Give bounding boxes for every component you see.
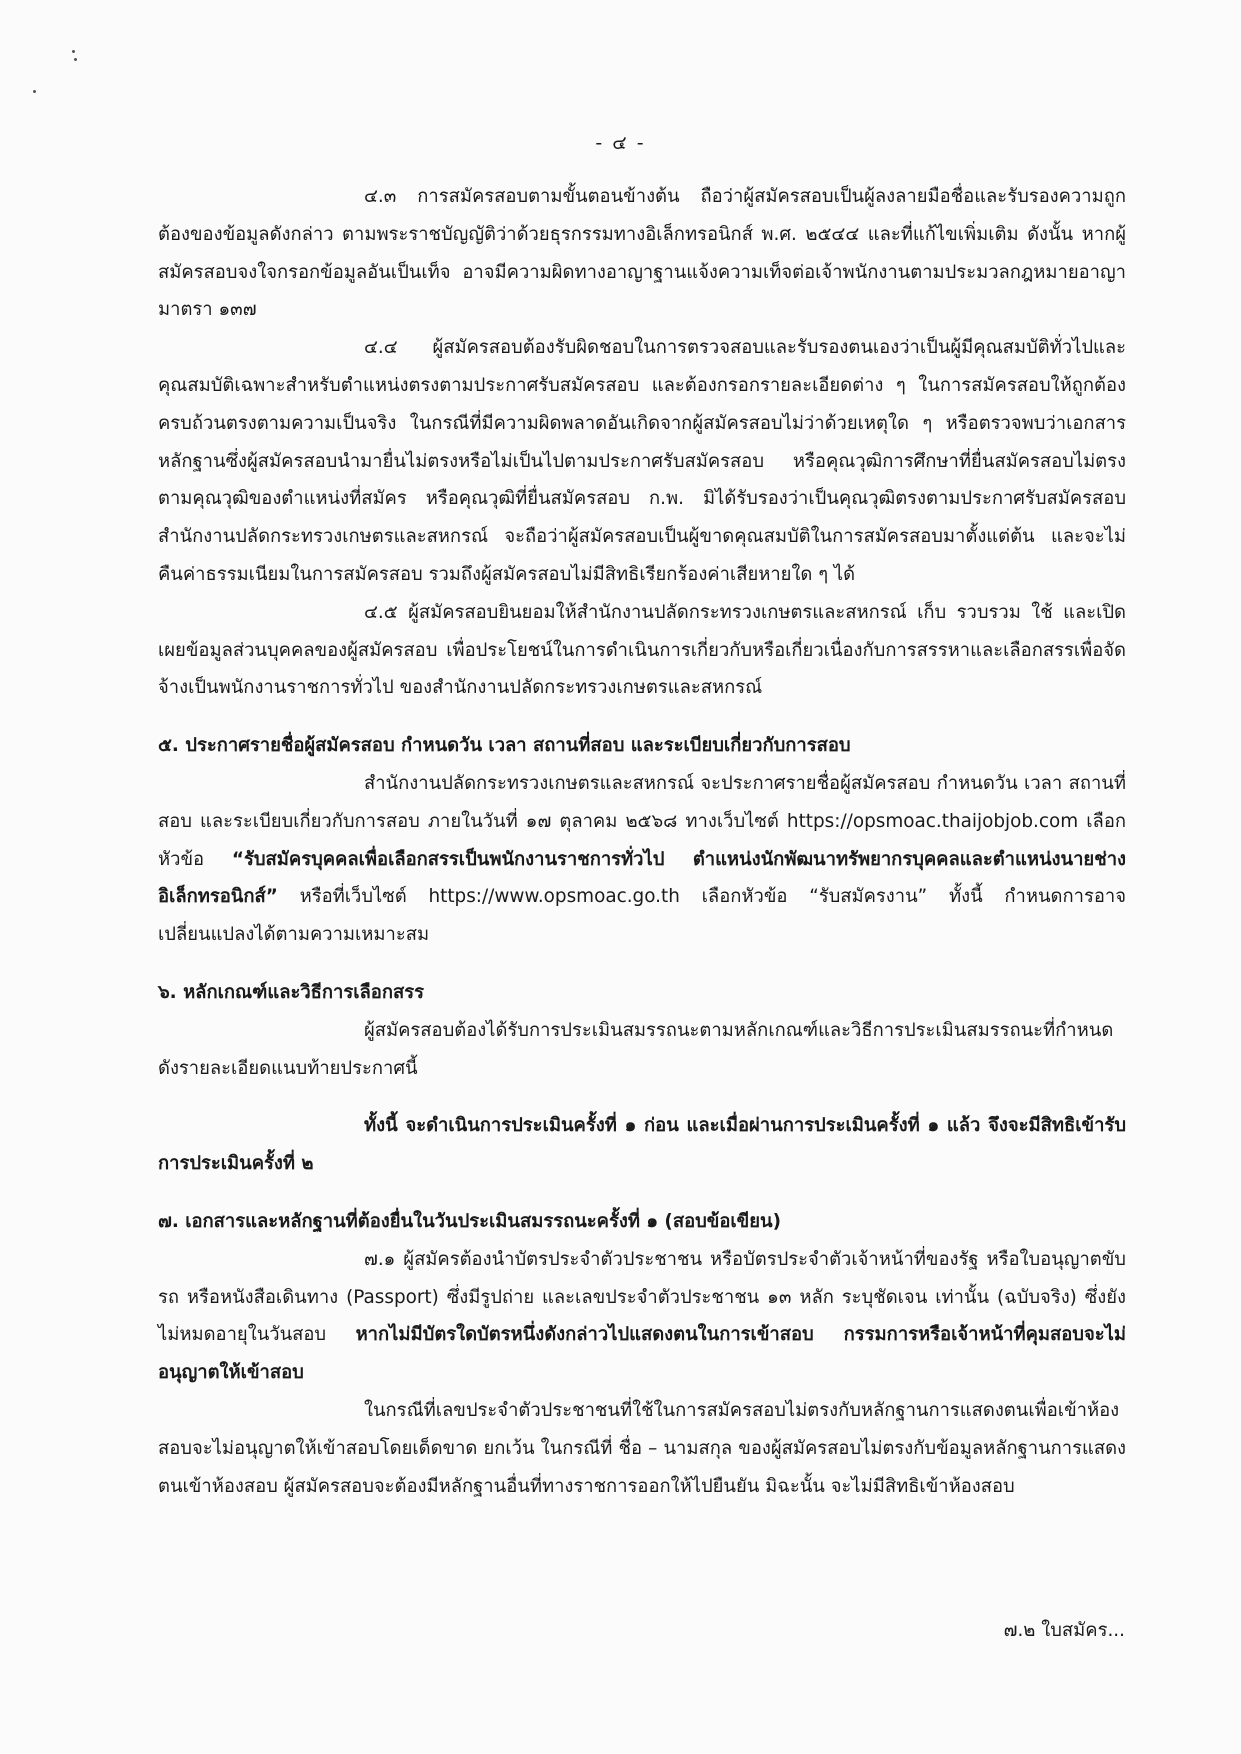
document-body <box>158 178 1126 1505</box>
paragraph-4-5: ๔.๕ ผู้สมัครสอบยินยอมให้สำนักงานปลัดกระทรวงเกษตรและสหกรณ์ เก็บ รวบรวม ใช้ และเปิดเผยข้อมูลส่วนบุคคลของผู้สมัครสอบ เพื่อประโยชน์ในการดำเนินการเกี่ยวกับหรือเกี่ยวเนื่องกับการสรรหาและเลือกสรรเพื่อจัดจ้างเป็นพนักงานราชการทั่วไป ของสำนักงานปลัดกระทรวงเกษตรและสหกรณ์ <box>158 601 1126 699</box>
paragraph-7-1 <box>158 1241 1126 1392</box>
section-7-heading: ๗. เอกสารและหลักฐานที่ต้องยื่นในวันประเมินสมรรถนะครั้งที่ ๑ (สอบข้อเขียน) <box>158 1210 782 1232</box>
paragraph-4-3: ๔.๓ การสมัครสอบตามขั้นตอนข้างต้น ถือว่าผู้สมัครสอบเป็นผู้ลงลายมือชื่อและรับรองความถูกต้องของข้อมูลดังกล่าว ตามพระราชบัญญัติว่าด้วยธุรกรรมทางอิเล็กทรอนิกส์ พ.ศ. ๒๕๔๔ และที่แก้ไขเพิ่มเติม ดังนั้น หากผู้สมัครสอบจงใจกรอกข้อมูลอันเป็นเท็จ อาจมีความผิดทางอาญาฐานแจ้งความเท็จต่อเจ้าพนักงานตามประมวลกฎหมายอาญา มาตรา ๑๓๗ <box>158 186 1126 321</box>
scan-speck <box>72 50 75 53</box>
paragraph-7-1-text: ๗.๑ ผู้สมัครต้องนำบัตรประจำตัวประชาชน หรือบัตรประจำตัวเจ้าหน้าที่ของรัฐ หรือใบอนุญาตขับรถ หรือหนังสือเดินทาง (Passport) ซึ่งมีรูปถ่าย และเลขประจำตัวประชาชน ๑๓ หลัก ระบุชัดเจน เท่านั้น (ฉบับจริง) ซึ่งยังไม่หมดอายุในวันสอบ <box>158 1248 1126 1346</box>
section-6-bold-paragraph: ทั้งนี้ จะดำเนินการประเมินครั้งที่ ๑ ก่อน และเมื่อผ่านการประเมินครั้งที่ ๑ แล้ว จึงจะมีสิทธิเข้ารับการประเมินครั้งที่ ๒ <box>158 1115 1126 1175</box>
scan-speck <box>74 58 77 61</box>
section-5-paragraph <box>158 765 1126 954</box>
section-6-heading: ๖. หลักเกณฑ์และวิธีการเลือกสรร <box>158 981 424 1003</box>
section-6-paragraph: ผู้สมัครสอบต้องได้รับการประเมินสมรรถนะตามหลักเกณฑ์และวิธีการประเมินสมรรถนะที่กำหนด ดังรายละเอียดแนบท้ายประกาศนี้ <box>158 1019 1114 1079</box>
paragraph-7-1-bold: หากไม่มีบัตรใดบัตรหนึ่งดังกล่าวไปแสดงตนในการเข้าสอบ กรรมการหรือเจ้าหน้าที่คุมสอบจะไม่อนุญาตให้เข้าสอบ <box>158 1324 1126 1384</box>
section-5-text-end: หรือที่เว็บไซต์ https://www.opsmoac.go.th เลือกหัวข้อ “รับสมัครงาน” ทั้งนี้ กำหนดการอาจเปลี่ยนแปลงได้ตามความเหมาะสม <box>158 886 1126 946</box>
section-5-text: สำนักงานปลัดกระทรวงเกษตรและสหกรณ์ จะประกาศรายชื่อผู้สมัครสอบ กำหนดวัน เวลา สถานที่สอบ และระเบียบเกี่ยวกับการสอบ ภายในวันที่ ๑๗ ตุลาคม ๒๕๖๘ ทางเว็บไซต์ https://opsmoac.thaijobjob.com เลือกหัวข้อ <box>158 772 1126 870</box>
paragraph-4-4: ๔.๔ ผู้สมัครสอบต้องรับผิดชอบในการตรวจสอบและรับรองตนเองว่าเป็นผู้มีคุณสมบัติทั่วไปและคุณสมบัติเฉพาะสำหรับตำแหน่งตรงตามประกาศรับสมัครสอบ และต้องกรอกรายละเอียดต่าง ๆ ในการสมัครสอบให้ถูกต้องครบถ้วนตรงตามความเป็นจริง ในกรณีที่มีความผิดพลาดอันเกิดจากผู้สมัครสอบไม่ว่าด้วยเหตุใด ๆ หรือตรวจพบว่าเอกสารหลักฐานซึ่งผู้สมัครสอบนำมายื่นไม่ตรงหรือไม่เป็นไปตามประกาศรับสมัครสอบ หรือคุณวุฒิการศึกษาที่ยื่นสมัครสอบไม่ตรงตามคุณวุฒิของตำแหน่งที่สมัคร หรือคุณวุฒิที่ยื่นสมัครสอบ ก.พ. มิได้รับรองว่าเป็นคุณวุฒิตรงตามประกาศรับสมัครสอบ สำนักงานปลัดกระทรวงเกษตรและสหกรณ์ จะถือว่าผู้สมัครสอบเป็นผู้ขาดคุณสมบัติในการสมัครสอบมาตั้งแต่ต้น และจะไม่คืนค่าธรรมเนียมในการสมัครสอบ รวมถึงผู้สมัครสอบไม่มีสิทธิเรียกร้องค่าเสียหายใด ๆ ได้ <box>158 337 1126 585</box>
section-5-heading: ๕. ประกาศรายชื่อผู้สมัครสอบ กำหนดวัน เวลา สถานที่สอบ และระเบียบเกี่ยวกับการสอบ <box>158 735 851 757</box>
page-number: - ๔ - <box>595 132 646 154</box>
continuation-note: ๗.๒ ใบสมัคร... <box>1003 1620 1125 1641</box>
paragraph-7-1-continued: ในกรณีที่เลขประจำตัวประชาชนที่ใช้ในการสมัครสอบไม่ตรงกับหลักฐานการแสดงตนเพื่อเข้าห้องสอบจะไม่อนุญาตให้เข้าสอบโดยเด็ดขาด ยกเว้น ในกรณีที่ ชื่อ – นามสกุล ของผู้สมัครสอบไม่ตรงกับข้อมูลหลักฐานการแสดงตนเข้าห้องสอบ ผู้สมัครสอบจะต้องมีหลักฐานอื่นที่ทางราชการออกให้ไปยืนยัน มิฉะนั้น จะไม่มีสิทธิเข้าห้องสอบ <box>158 1399 1126 1497</box>
section-5-bold-text: “รับสมัครบุคคลเพื่อเลือกสรรเป็นพนักงานราชการทั่วไป ตำแหน่งนักพัฒนาทรัพยากรบุคคลและตำแหน่งนายช่างอิเล็กทรอนิกส์” <box>158 848 1126 908</box>
scan-speck <box>33 90 36 93</box>
